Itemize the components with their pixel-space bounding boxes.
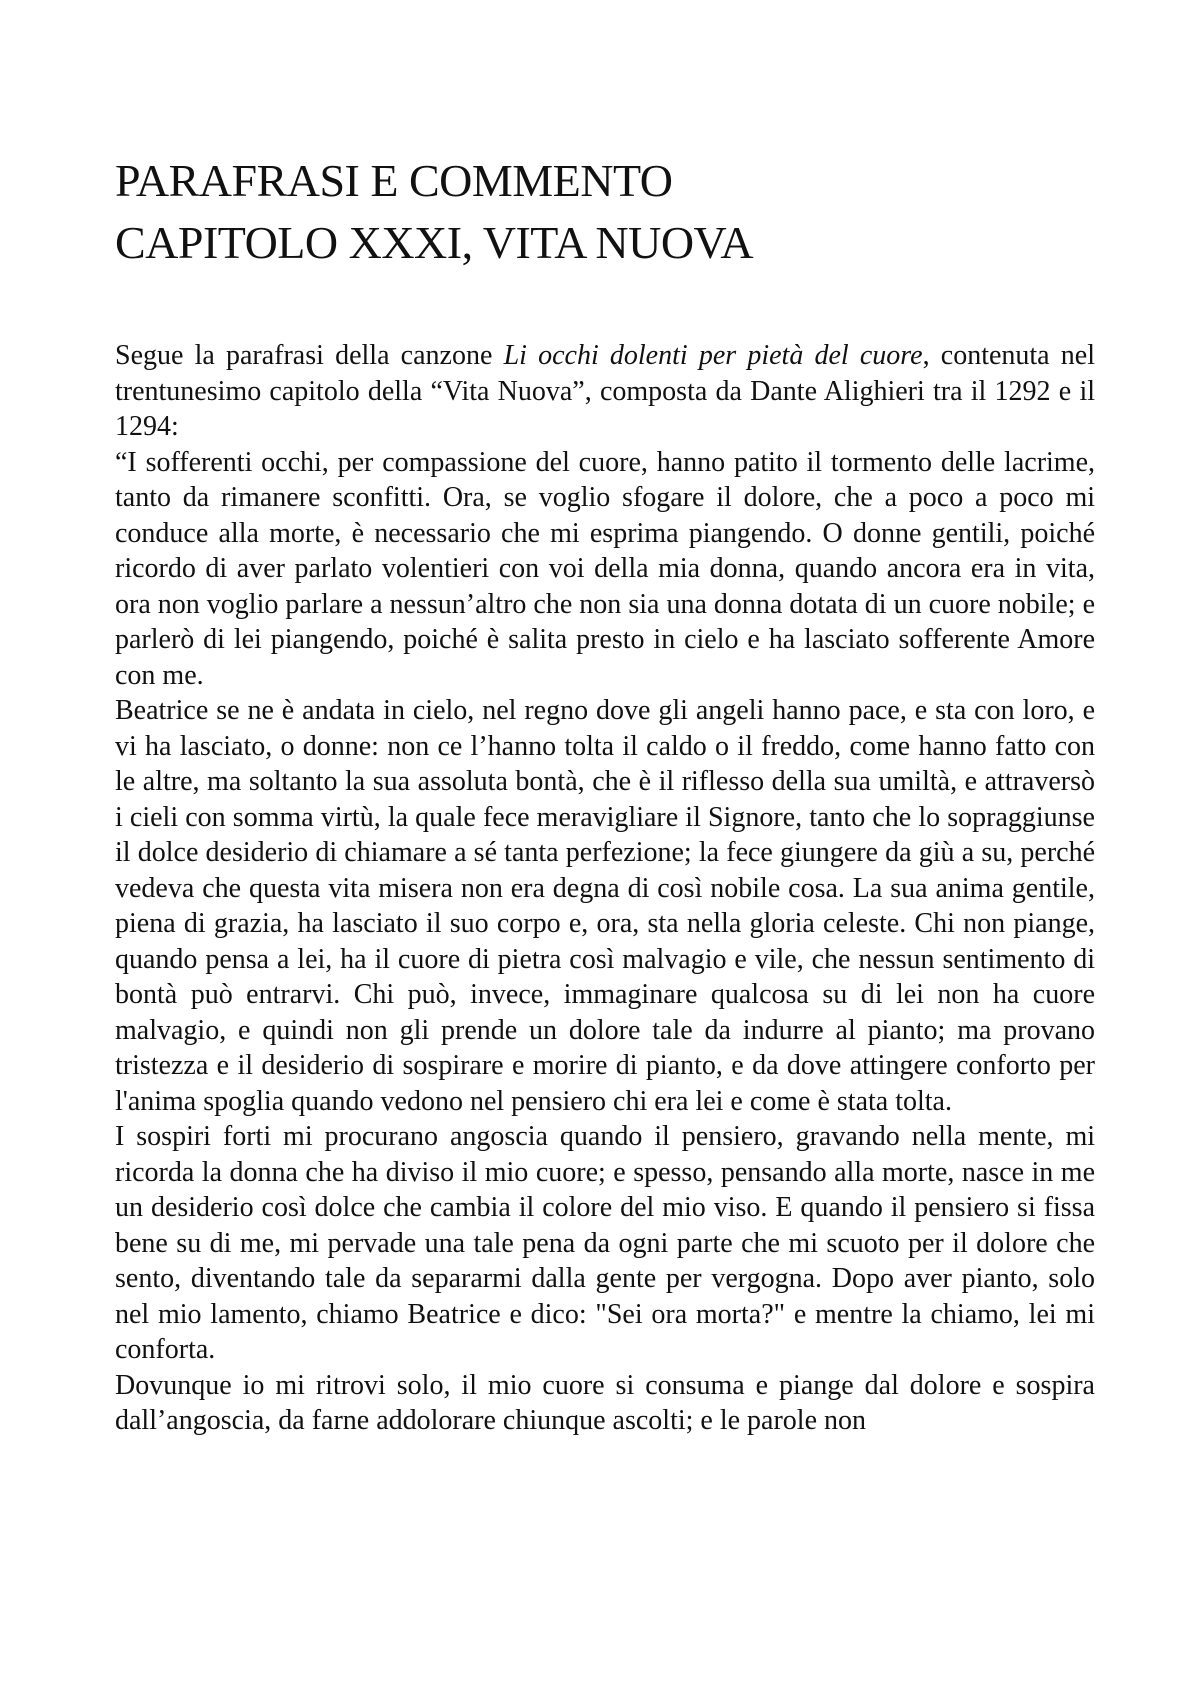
- title-line-1: PARAFRASI E COMMENTO: [115, 155, 673, 206]
- document-page: [115, 150, 1095, 1439]
- page-title: [115, 150, 1095, 274]
- paragraph: Beatrice se ne è andata in cielo, nel regno dove gli angeli hanno pace, e sta con loro, e vi ha lasciato, o donne: non ce l’hanno tolta il caldo o il freddo, come hanno fatto con le altre, ma soltanto la sua assoluta bontà, che è il riflesso della sua umiltà, e attraversò i cieli con somma virtù, la quale fece meravigliare il Signore, tanto che lo sopraggiunse il dolce desiderio di chiamare a sé tanta perfezione; la fece giungere da giù a su, perché vedeva che questa vita misera non era degna di così nobile cosa. La sua anima gentile, piena di grazia, ha lasciato il suo corpo e, ora, sta nella gloria celeste. Chi non piange, quando pensa a lei, ha il cuore di pietra così malvagio e vile, che nessun sentimento di bontà può entrarvi. Chi può, invece, immaginare qualcosa su di lei non ha cuore malvagio, e quindi non gli prende un dolore tale da indurre al pianto; ma provano tristezza e il desiderio di sospirare e morire di pianto, e da dove attingere conforto per l'anima spoglia quando vedono nel pensiero chi era lei e come è stata tolta.: [115, 695, 1095, 1117]
- title-line-2: CAPITOLO XXXI, VITA NUOVA: [115, 217, 754, 268]
- song-title: Li occhi dolenti per pietà del cuore: [503, 340, 923, 371]
- document-body: [115, 338, 1095, 1439]
- intro-text-after: , contenuta nel trentunesimo capitolo della “Vita Nuova”, composta da Dante Alighieri tra il 1292 e il 1294:: [115, 340, 1095, 442]
- paragraph: “I sofferenti occhi, per compassione del cuore, hanno patito il tormento delle lacrime, tanto da rimanere sconfitti. Ora, se voglio sfogare il dolore, che a poco a poco mi conduce alla morte, è necessario che mi esprima piangendo. O donne gentili, poiché ricordo di aver parlato volentieri con voi della mia donna, quando ancora era in vita, ora non voglio parlare a nessun’altro che non sia una donna dotata di un cuore nobile; e parlerò di lei piangendo, poiché è salita presto in cielo e ha lasciato sofferente Amore con me.: [115, 446, 1095, 691]
- paragraph: I sospiri forti mi procurano angoscia quando il pensiero, gravando nella mente, mi ricorda la donna che ha diviso il mio cuore; e spesso, pensando alla morte, nasce in me un desiderio così dolce che cambia il colore del mio viso. E quando il pensiero si fissa bene su di me, mi pervade una tale pena da ogni parte che mi scuoto per il dolore che sento, diventando tale da separarmi dalla gente per vergogna. Dopo aver pianto, solo nel mio lamento, chiamo Beatrice e dico: "Sei ora morta?" e mentre la chiamo, lei mi conforta.: [115, 1121, 1095, 1365]
- paragraph: Dovunque io mi ritrovi solo, il mio cuore si consuma e piange dal dolore e sospira dall’angoscia, da farne addolorare chiunque ascolti; e le parole non: [115, 1369, 1095, 1436]
- intro-text-before: Segue la parafrasi della canzone: [115, 340, 504, 371]
- intro-paragraph: [115, 338, 1095, 445]
